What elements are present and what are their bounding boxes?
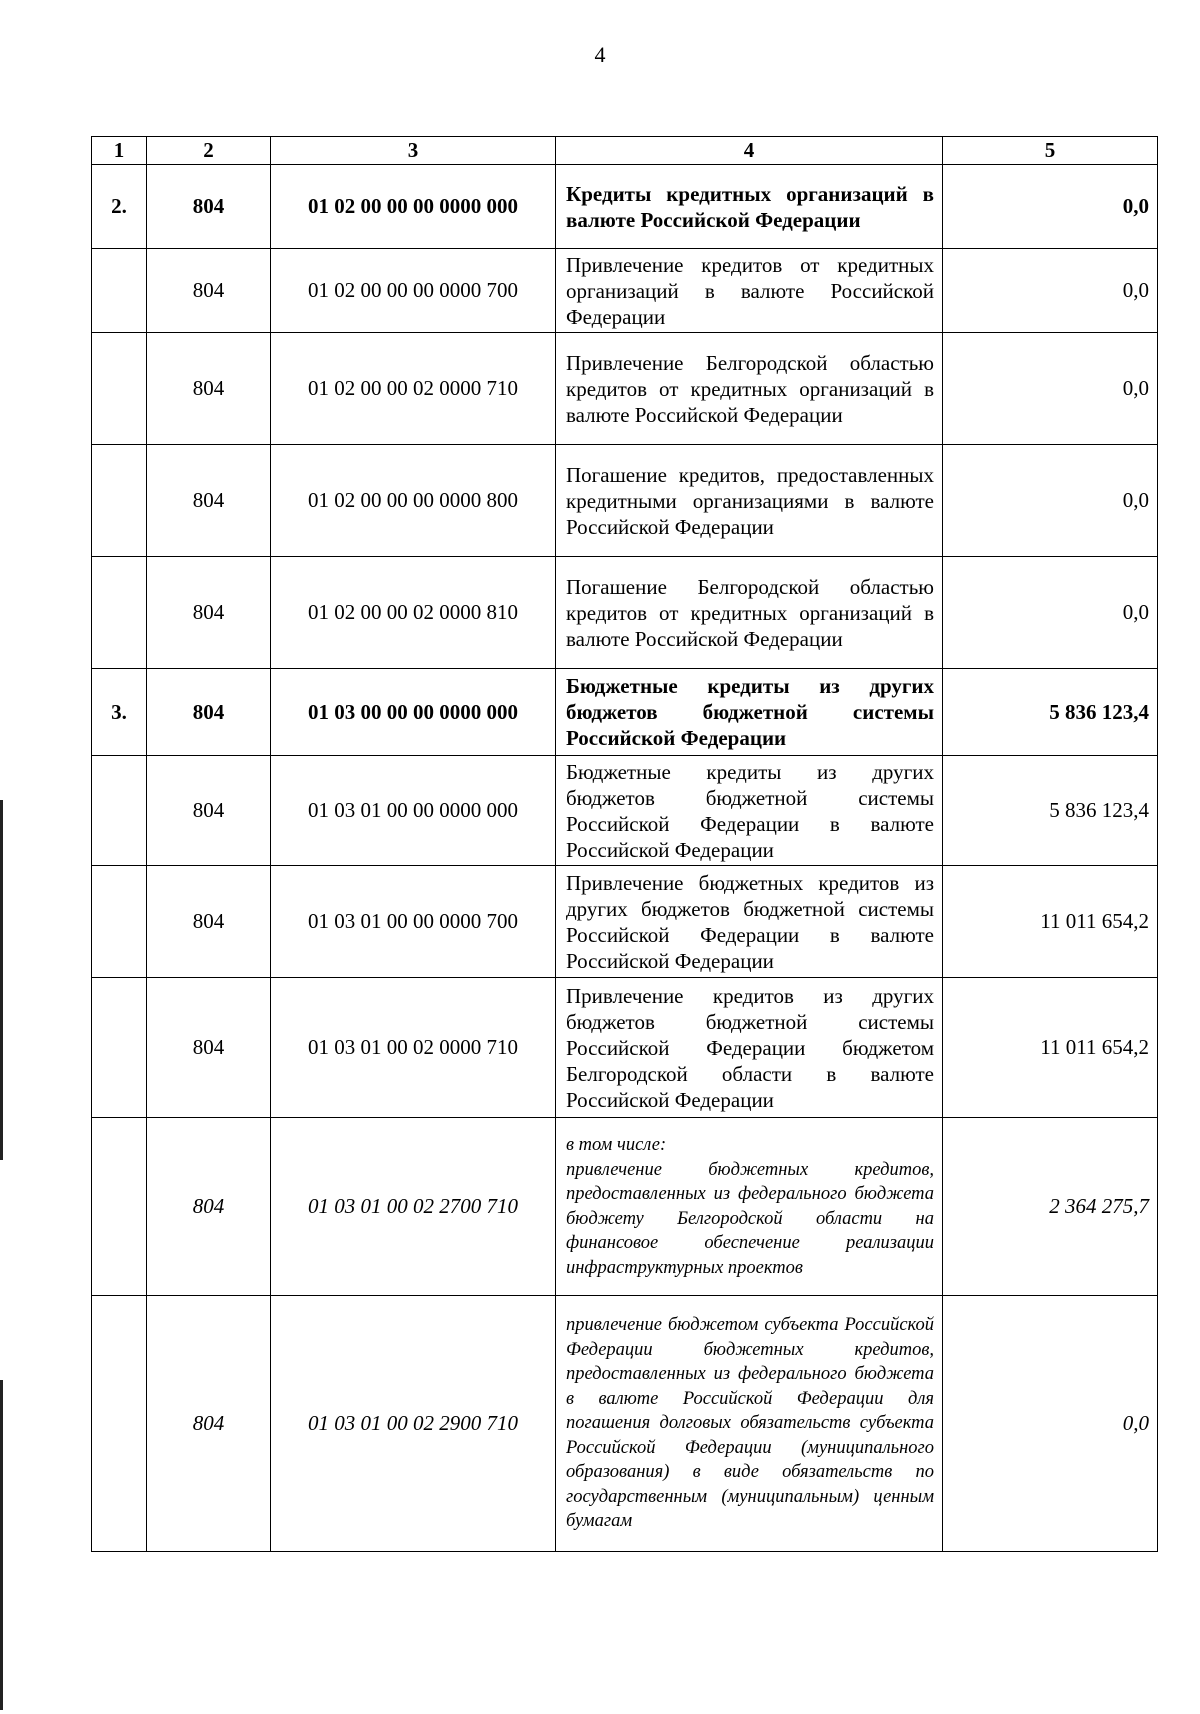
column-header: 1 <box>92 137 147 165</box>
scan-edge-mark <box>0 800 3 1160</box>
row-number <box>92 866 147 978</box>
admin-code: 804 <box>147 978 271 1118</box>
source-name: Привлечение кредитов от кредитных организаций в валюте Российской Федерации <box>556 249 943 333</box>
budget-classification-code: 01 02 00 00 00 0000 700 <box>271 249 556 333</box>
amount: 0,0 <box>943 333 1158 445</box>
amount: 11 011 654,2 <box>943 978 1158 1118</box>
source-name: Бюджетные кредиты из других бюджетов бюджетной системы Российской Федерации в валюте Российской Федерации <box>556 756 943 866</box>
table-row <box>92 445 1158 557</box>
row-number <box>92 756 147 866</box>
budget-classification-code: 01 03 00 00 00 0000 000 <box>271 669 556 756</box>
source-name: Погашение кредитов, предоставленных кредитными организациями в валюте Российской Федерации <box>556 445 943 557</box>
column-header: 5 <box>943 137 1158 165</box>
table-row <box>92 557 1158 669</box>
table-body <box>92 165 1158 1552</box>
row-number <box>92 978 147 1118</box>
budget-classification-code: 01 03 01 00 02 0000 710 <box>271 978 556 1118</box>
amount: 5 836 123,4 <box>943 756 1158 866</box>
budget-classification-code: 01 02 00 00 02 0000 710 <box>271 333 556 445</box>
column-header: 3 <box>271 137 556 165</box>
source-name: привлечение бюджетом субъекта Российской Федерации бюджетных кредитов, предоставленных из федерального бюджета в валюте Российской Федерации для погашения долговых обязательств субъекта Российской Федерации (муниципального образования) в виде обязательств по государственным (муниципальным) ценным бумагам <box>556 1296 943 1552</box>
row-number: 3. <box>92 669 147 756</box>
admin-code: 804 <box>147 1118 271 1296</box>
amount: 0,0 <box>943 165 1158 249</box>
table-row <box>92 978 1158 1118</box>
admin-code: 804 <box>147 557 271 669</box>
budget-classification-code: 01 03 01 00 02 2900 710 <box>271 1296 556 1552</box>
budget-classification-code: 01 02 00 00 02 0000 810 <box>271 557 556 669</box>
budget-classification-code: 01 02 00 00 00 0000 000 <box>271 165 556 249</box>
budget-classification-code: 01 03 01 00 00 0000 700 <box>271 866 556 978</box>
source-name: Бюджетные кредиты из других бюджетов бюджетной системы Российской Федерации <box>556 669 943 756</box>
table-header-row <box>92 137 1158 165</box>
amount: 0,0 <box>943 1296 1158 1552</box>
budget-classification-code: 01 02 00 00 00 0000 800 <box>271 445 556 557</box>
row-number <box>92 557 147 669</box>
table-row <box>92 756 1158 866</box>
table-row <box>92 866 1158 978</box>
budget-classification-code: 01 03 01 00 00 0000 000 <box>271 756 556 866</box>
admin-code: 804 <box>147 1296 271 1552</box>
source-name: Кредиты кредитных организаций в валюте Российской Федерации <box>556 165 943 249</box>
table-row <box>92 669 1158 756</box>
sources-of-financing-table <box>91 136 1158 1552</box>
table-row <box>92 249 1158 333</box>
row-number <box>92 333 147 445</box>
amount: 0,0 <box>943 249 1158 333</box>
source-name <box>556 1118 943 1296</box>
column-header: 2 <box>147 137 271 165</box>
admin-code: 804 <box>147 669 271 756</box>
table-row <box>92 1118 1158 1296</box>
admin-code: 804 <box>147 249 271 333</box>
row-number <box>92 249 147 333</box>
source-name: Погашение Белгородской областью кредитов от кредитных организаций в валюте Российской Федерации <box>556 557 943 669</box>
page-number: 4 <box>594 42 606 67</box>
source-name: Привлечение бюджетных кредитов из других бюджетов бюджетной системы Российской Федерации в валюте Российской Федерации <box>556 866 943 978</box>
scan-edge-mark <box>0 1380 3 1710</box>
admin-code: 804 <box>147 165 271 249</box>
table-row <box>92 333 1158 445</box>
source-name: Привлечение Белгородской областью кредитов от кредитных организаций в валюте Российской Федерации <box>556 333 943 445</box>
row-number: 2. <box>92 165 147 249</box>
row-number <box>92 1296 147 1552</box>
amount: 11 011 654,2 <box>943 866 1158 978</box>
row-number <box>92 1118 147 1296</box>
table-row <box>92 1296 1158 1552</box>
amount: 0,0 <box>943 445 1158 557</box>
source-name-prefix: в том числе: <box>566 1135 667 1155</box>
source-name-text: привлечение бюджетных кредитов, предоставленных из федерального бюджета бюджету Белгородской области на финансовое обеспечение реализации инфраструктурных проектов <box>566 1159 934 1278</box>
admin-code: 804 <box>147 445 271 557</box>
column-header: 4 <box>556 137 943 165</box>
budget-classification-code: 01 03 01 00 02 2700 710 <box>271 1118 556 1296</box>
amount: 5 836 123,4 <box>943 669 1158 756</box>
amount: 2 364 275,7 <box>943 1118 1158 1296</box>
table-row <box>92 165 1158 249</box>
row-number <box>92 445 147 557</box>
admin-code: 804 <box>147 866 271 978</box>
amount: 0,0 <box>943 557 1158 669</box>
admin-code: 804 <box>147 333 271 445</box>
admin-code: 804 <box>147 756 271 866</box>
source-name: Привлечение кредитов из других бюджетов бюджетной системы Российской Федерации бюджетом Белгородской области в валюте Российской Федерации <box>556 978 943 1118</box>
